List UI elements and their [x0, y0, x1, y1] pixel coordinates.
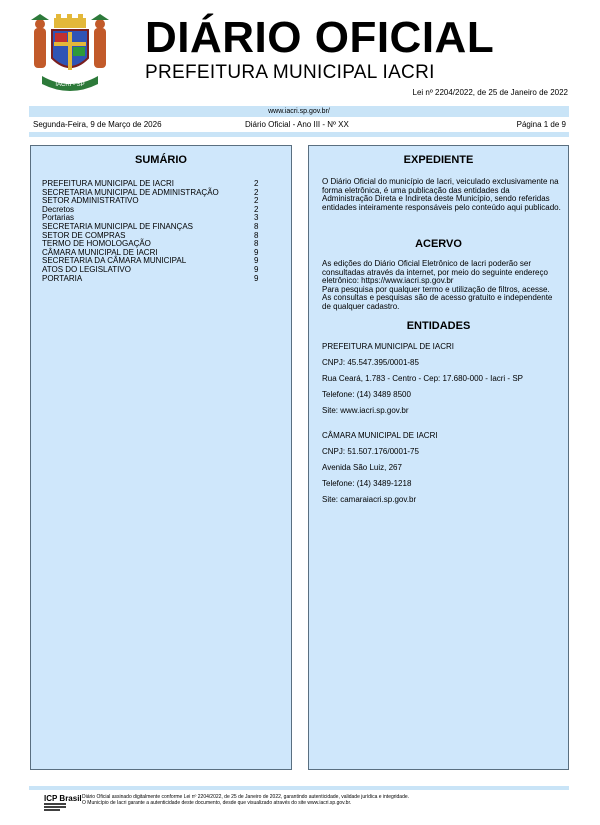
prefeitura-phone: Telefone: (14) 3489 8500: [322, 390, 411, 399]
summary-item-page: 2: [254, 187, 259, 197]
icp-logo-text: ICP Brasil: [44, 794, 82, 803]
footer-text: [82, 794, 409, 806]
camara-name: CÂMARA MUNICIPAL DE IACRI: [322, 431, 438, 440]
edition-number: Diário Oficial - Ano III - Nº XX: [245, 120, 349, 129]
summary-item-label: PREFEITURA MUNICIPAL DE IACRI: [42, 179, 175, 188]
edition-date: Segunda-Feira, 9 de Março de 2026: [33, 120, 162, 129]
prefeitura-name: PREFEITURA MUNICIPAL DE IACRI: [322, 342, 455, 351]
summary-item-page: 9: [254, 247, 259, 257]
acervo-text-line2: Para pesquisa por qualquer termo e utilização de filtros, acesse.: [322, 284, 550, 294]
url-bar: [29, 106, 569, 117]
info-panel: [308, 145, 569, 770]
law-reference: Lei nº 2204/2022, de 25 de Janeiro de 2022: [412, 88, 568, 97]
summary-item[interactable]: [42, 275, 274, 284]
camara-cnpj: CNPJ: 51.507.176/0001-75: [322, 447, 419, 456]
page-title: DIÁRIO OFICIAL: [145, 13, 495, 62]
summary-item-page: 3: [254, 213, 259, 223]
summary-item[interactable]: [42, 206, 274, 215]
summary-item-label: SECRETARIA DA CÂMARA MUNICIPAL: [42, 256, 187, 266]
summary-item-page: 9: [254, 256, 259, 266]
acervo-text-line1: As edições do Diário Oficial Eletrônico de Iacri poderão ser consultadas através da internet, por meio do seguinte endereço eletrônico: https://www.iacri.sp.gov.br: [322, 259, 548, 286]
prefeitura-cnpj: CNPJ: 45.547.395/0001-85: [322, 358, 419, 367]
summary-item-page: 2: [254, 179, 259, 188]
site-url-link[interactable]: www.iacri.sp.gov.br/: [268, 108, 330, 115]
summary-item-page: 8: [254, 230, 259, 240]
entidades-title: ENTIDADES: [406, 320, 471, 332]
summary-item-page: 8: [254, 239, 259, 249]
summary-item-label: Portarias: [42, 213, 75, 223]
summary-item-page: 2: [254, 204, 259, 214]
footer-divider: [29, 786, 569, 790]
expediente-title: EXPEDIENTE: [403, 154, 474, 166]
summary-item-label: TERMO DE HOMOLOGAÇÃO: [42, 239, 151, 249]
summary-item-label: PORTARIA: [42, 273, 83, 283]
camara-address: Avenida São Luiz, 267: [322, 463, 402, 472]
summary-item-page: 9: [254, 264, 259, 274]
header-divider: [29, 132, 569, 137]
summary-item-page: 9: [254, 273, 259, 283]
summary-list: [42, 180, 274, 283]
summary-panel: [30, 145, 292, 770]
summary-item[interactable]: [42, 197, 274, 206]
camara-phone: Telefone: (14) 3489-1218: [322, 479, 412, 488]
edition-info-bar: [29, 119, 569, 130]
summary-title: SUMÁRIO: [135, 154, 187, 166]
summary-item-label: CÂMARA MUNICIPAL DE IACRI: [42, 247, 158, 257]
summary-item-label: Decretos: [42, 204, 75, 214]
crest-ribbon-text: IACRI - SP: [55, 82, 85, 88]
footer-line1: Diário Oficial assinado digitalmente conforme Lei nº 2204/2022, de 25 de Janeiro de 2022, garantindo autenticidade, validade jurídica e integridade.: [82, 794, 410, 800]
icp-brasil-logo: [42, 793, 82, 813]
summary-item-label: SECRETARIA MUNICIPAL DE ADMINISTRAÇÃO: [42, 187, 219, 197]
camara-site-link[interactable]: Site: camaraiacri.sp.gov.br: [322, 495, 417, 504]
expediente-text: O Diário Oficial do município de Iacri, veiculado exclusivamente na forma eletrônica, é uma publicação das entidades da Administração Direta e Indireta deste Município, sendo referidas entidades inteiramente responsáveis pelo conteúdo aqui publicado.: [322, 177, 561, 212]
footer-line2: O Município de Iacri garante a autenticidade deste documento, desde que visualizado através do site www.iacri.sp.gov.br.: [82, 800, 352, 806]
acervo-title: ACERVO: [415, 238, 462, 250]
page-subtitle: PREFEITURA MUNICIPAL IACRI: [145, 62, 435, 83]
acervo-text-line3: As consultas e pesquisas são de acesso gratuito e independente de qualquer cadastro.: [322, 293, 553, 311]
prefeitura-address: Rua Ceará, 1.783 - Centro - Cep: 17.680-000 - Iacri - SP: [322, 374, 523, 383]
summary-item-label: SECRETARIA MUNICIPAL DE FINANÇAS: [42, 221, 193, 231]
municipal-crest-logo: [28, 14, 112, 92]
page-indicator: Página 1 de 9: [516, 120, 566, 129]
summary-item-label: ATOS DO LEGISLATIVO: [42, 264, 131, 274]
summary-item-label: SETOR DE COMPRAS: [42, 230, 126, 240]
acervo-text: [322, 260, 562, 312]
summary-item-label: SETOR ADMINISTRATIVO: [42, 196, 139, 206]
summary-item-page: 8: [254, 221, 259, 231]
summary-item-page: 2: [254, 196, 259, 206]
prefeitura-site-link[interactable]: Site: www.iacri.sp.gov.br: [322, 406, 409, 415]
